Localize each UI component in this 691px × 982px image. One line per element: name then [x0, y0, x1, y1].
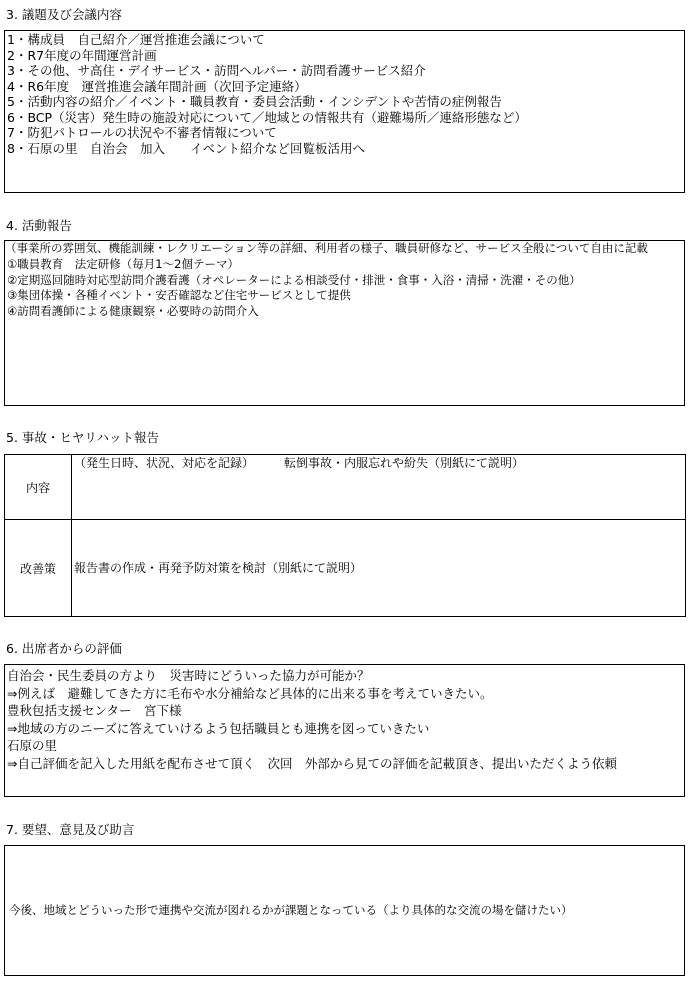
agenda-heading: 3. 議題及び会議内容	[6, 7, 122, 22]
agenda-line: 7・防犯パトロールの状況や不審者情報について	[7, 125, 277, 140]
requests-heading: 7. 要望、意見及び助言	[6, 822, 135, 837]
activity-box	[4, 240, 685, 406]
evaluation-line: ⇒例えば 避難してきた方に毛布や水分補給など具体的に出来る事を考えていきたい。	[7, 685, 493, 701]
evaluation-line: ⇒自己評価を記入した用紙を配布させて頂く 次回 外部から見ての評価を記載頂き、提出いただくよう依頼	[7, 755, 617, 771]
agenda-line: 8・石原の里 自治会 加入 イベント紹介など回覧板活用へ	[7, 140, 365, 156]
incident-content-label: 内容	[5, 455, 72, 519]
evaluation-heading: 6. 出席者からの評価	[6, 641, 122, 656]
evaluation-line: 自治会・民生委員の方より 災害時にどういった協力が可能か？	[7, 668, 370, 683]
evaluation-line: ⇒地域の方のニーズに答えていけるよう包括職員とも連携を図っていきたい	[7, 720, 430, 736]
activity-heading: 4. 活動報告	[6, 218, 72, 233]
incident-row-content	[5, 455, 685, 519]
agenda-line: 3・その他、サ高住・デイサービス・訪問ヘルパー・訪問看護サービス紹介	[7, 63, 426, 78]
activity-line: ④訪問看護師による健康観察・必要時の訪問介入	[7, 304, 259, 319]
incident-content-value: （発生日時、状況、対応を記録） 転倒事故・内服忘れや紛失（別紙にて説明）	[74, 456, 525, 470]
incident-table	[4, 454, 686, 617]
agenda-line: 2・R7年度の年間運営計画	[7, 47, 157, 63]
requests-text: 今後、地域とどういった形で連携や交流が図れるかが課題となっている（より具体的な交流の場を儲けたい）	[9, 902, 573, 917]
agenda-line: 5・活動内容の紹介／イベント・職員教育・委員会活動・インシデントや苦情の症例報告	[7, 94, 502, 109]
incident-improvement-label: 改善策	[5, 520, 72, 616]
evaluation-line: 石原の里	[7, 738, 58, 753]
incident-heading: 5. 事故・ヒヤリハット報告	[6, 430, 160, 445]
agenda-line: 6・BCP（災害）発生時の施設対応について／地域との情報共有（避難場所／連絡形態など）	[7, 109, 527, 125]
incident-row-improvement	[5, 519, 685, 616]
agenda-line: 1・構成員 自己紹介／運営推進会議について	[7, 32, 265, 47]
evaluation-box	[4, 664, 685, 797]
activity-line: ③集団体操・各種イベント・安否確認など住宅サービスとして提供	[7, 288, 351, 303]
activity-line: （事業所の雰囲気、機能訓練・レクリエーション等の詳細、利用者の様子、職員研修など、サービス全般について自由に記載	[5, 241, 648, 255]
evaluation-line: 豊秋包括支援センター 宮下様	[7, 703, 182, 718]
activity-line: ②定期巡回随時対応型訪問介護看護（オペレーターによる相談受付・排泄・食事・入浴・清掃・洗濯・その他）	[7, 272, 581, 287]
agenda-line: 4・R6年度 運営推進会議年間計画（次回予定連絡）	[7, 78, 307, 94]
activity-line: ①職員教育 法定研修（毎月1～2個テーマ）	[7, 256, 239, 271]
agenda-box	[4, 30, 685, 193]
requests-box	[4, 845, 685, 976]
incident-improvement-value: 報告書の作成・再発予防対策を検討（別紙にて説明）	[74, 560, 363, 575]
